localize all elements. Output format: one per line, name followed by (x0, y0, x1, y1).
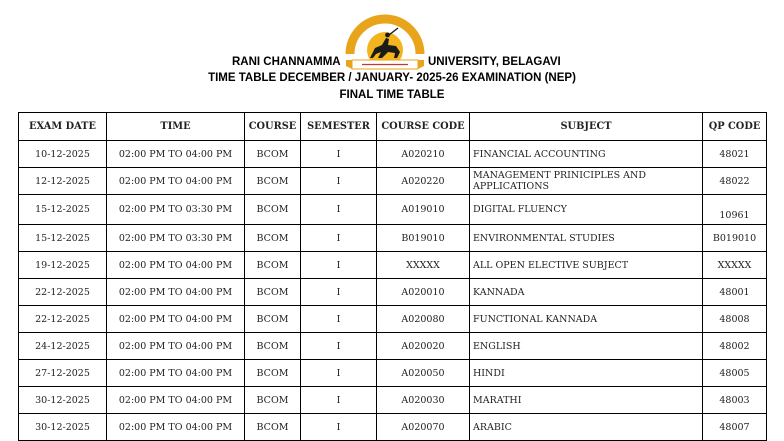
column-header-course: COURSE (245, 113, 301, 141)
exam-time: 02:00 PM TO 04:00 PM (107, 414, 245, 441)
university-name-right: UNIVERSITY, BELAGAVI (428, 56, 561, 68)
course: BCOM (245, 414, 301, 441)
exam-date: 22-12-2025 (19, 306, 107, 333)
column-header-qp-code: QP CODE (703, 113, 767, 141)
exam-time: 02:00 PM TO 04:00 PM (107, 279, 245, 306)
table-row (19, 141, 767, 168)
subject: ENVIRONMENTAL STUDIES (470, 225, 703, 252)
qp-code: 48003 (703, 387, 767, 414)
semester: I (301, 141, 377, 168)
subject: HINDI (470, 360, 703, 387)
table-row (19, 168, 767, 195)
university-name-left: RANI CHANNAMMA (232, 56, 341, 68)
course: BCOM (245, 306, 301, 333)
qp-code: 48021 (703, 141, 767, 168)
qp-code: 48002 (703, 333, 767, 360)
table-row (19, 279, 767, 306)
course: BCOM (245, 141, 301, 168)
table-row (19, 195, 767, 225)
table-row (19, 225, 767, 252)
course-code: XXXXX (377, 252, 470, 279)
subject: ARABIC (470, 414, 703, 441)
exam-time: 02:00 PM TO 04:00 PM (107, 333, 245, 360)
exam-time: 02:00 PM TO 04:00 PM (107, 252, 245, 279)
exam-date: 30-12-2025 (19, 387, 107, 414)
subject: ENGLISH (470, 333, 703, 360)
table-row (19, 306, 767, 333)
column-header-time: TIME (107, 113, 245, 141)
qp-code: 48007 (703, 414, 767, 441)
course: BCOM (245, 225, 301, 252)
table-row (19, 414, 767, 441)
semester: I (301, 252, 377, 279)
exam-date: 27-12-2025 (19, 360, 107, 387)
course-code: A019010 (377, 195, 470, 225)
subject: FUNCTIONAL KANNADA (470, 306, 703, 333)
course: BCOM (245, 360, 301, 387)
semester: I (301, 387, 377, 414)
course: BCOM (245, 195, 301, 225)
course-code: A020050 (377, 360, 470, 387)
course-code: A020030 (377, 387, 470, 414)
university-emblem-icon (342, 14, 428, 74)
exam-time: 02:00 PM TO 03:30 PM (107, 225, 245, 252)
course: BCOM (245, 252, 301, 279)
exam-time: 02:00 PM TO 04:00 PM (107, 360, 245, 387)
course-code: A020080 (377, 306, 470, 333)
subject: DIGITAL FLUENCY (470, 195, 703, 225)
course: BCOM (245, 333, 301, 360)
qp-code: B019010 (703, 225, 767, 252)
subject: KANNADA (470, 279, 703, 306)
subject: MANAGEMENT PRINICIPLES AND APPLICATIONS (470, 168, 703, 195)
qp-code: 10961 (703, 195, 767, 225)
exam-time: 02:00 PM TO 04:00 PM (107, 141, 245, 168)
course: BCOM (245, 168, 301, 195)
semester: I (301, 279, 377, 306)
qp-code: XXXXX (703, 252, 767, 279)
qp-code: 48008 (703, 306, 767, 333)
exam-date: 24-12-2025 (19, 333, 107, 360)
course-code: A020020 (377, 333, 470, 360)
table-header-row (19, 113, 767, 141)
course: BCOM (245, 387, 301, 414)
exam-timetable (18, 112, 767, 441)
course-code: A020010 (377, 279, 470, 306)
subject: FINANCIAL ACCOUNTING (470, 141, 703, 168)
exam-date: 15-12-2025 (19, 225, 107, 252)
semester: I (301, 195, 377, 225)
table-row (19, 252, 767, 279)
qp-code: 48005 (703, 360, 767, 387)
table-row (19, 360, 767, 387)
exam-date: 15-12-2025 (19, 195, 107, 225)
course: BCOM (245, 279, 301, 306)
semester: I (301, 333, 377, 360)
table-row (19, 333, 767, 360)
subject: ALL OPEN ELECTIVE SUBJECT (470, 252, 703, 279)
qp-code: 48022 (703, 168, 767, 195)
exam-date: 10-12-2025 (19, 141, 107, 168)
semester: I (301, 225, 377, 252)
exam-time: 02:00 PM TO 04:00 PM (107, 306, 245, 333)
exam-time: 02:00 PM TO 04:00 PM (107, 387, 245, 414)
subject: MARATHI (470, 387, 703, 414)
exam-date: 22-12-2025 (19, 279, 107, 306)
course-code: A020070 (377, 414, 470, 441)
course-code: B019010 (377, 225, 470, 252)
timetable-subtitle: TIME TABLE DECEMBER / JANUARY- 2025-26 EXAMINATION (NEP) (208, 72, 576, 84)
table-row (19, 387, 767, 414)
semester: I (301, 306, 377, 333)
exam-date: 30-12-2025 (19, 414, 107, 441)
exam-time: 02:00 PM TO 04:00 PM (107, 168, 245, 195)
semester: I (301, 414, 377, 441)
column-header-semester: SEMESTER (301, 113, 377, 141)
column-header-exam-date: EXAM DATE (19, 113, 107, 141)
document-header (0, 0, 784, 108)
semester: I (301, 168, 377, 195)
semester: I (301, 360, 377, 387)
column-header-course-code: COURSE CODE (377, 113, 470, 141)
exam-date: 19-12-2025 (19, 252, 107, 279)
final-timetable-label: FINAL TIME TABLE (339, 89, 445, 101)
course-code: A020210 (377, 141, 470, 168)
exam-time: 02:00 PM TO 03:30 PM (107, 195, 245, 225)
column-header-subject: SUBJECT (470, 113, 703, 141)
qp-code: 48001 (703, 279, 767, 306)
course-code: A020220 (377, 168, 470, 195)
exam-date: 12-12-2025 (19, 168, 107, 195)
